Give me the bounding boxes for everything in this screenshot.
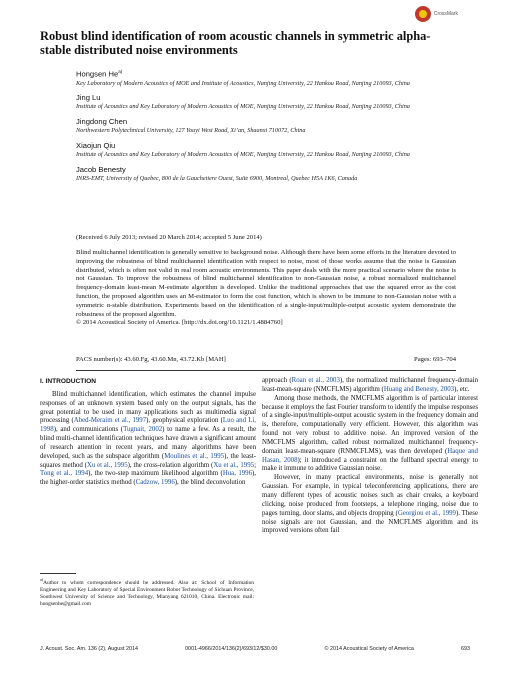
intro-paragraph-3: However, in many practical environments, noise is generally not Gaussian. For example, in typical teleconferencing applications, there are many different types of acoustic noises such as chair creaks, a keyboard clicking, noise produced from footsteps, a telephone ringing, noise due to pages turning, door slams, and objects dropping (Georgiou et al., 1999). These noise signals are not Gaussian, and the NMCFLMS algorithm and its improved versions often fail xyxy=(262,474,478,535)
footer-page-number: 693 xyxy=(460,646,470,652)
footer-society: © 2014 Acoustical Society of America xyxy=(324,646,414,652)
author-footnote xyxy=(40,576,254,608)
author-name: Jing Lu xyxy=(76,93,101,103)
footnote-mark: a) xyxy=(40,577,44,582)
intro-paragraph-1: Blind multichannel identification, which estimates the channel impulse responses of an unknown system based only on the output signals, has the great potential to be used in many applications such as multimedia signal processing (Abed-Meraim et al., 1997), geophysical exploration (Luo and Li, 1998), and communications (Tugnait, 2002) to name a few. As a result, the blind multi-channel identification techniques have drawn a significant amount of research attention in recent years, and many algorithms have been developed, such as the subspace algorithm (Moulines et al., 1995), the least-squares method (Xu et al., 1995), the cross-relation algorithm (Xu et al., 1995; Tong et al., 1994), the two-step maximum likelihood algorithm (Hua, 1996), the higher-order statistics method (Cadzow, 1996), the blind deconvolution xyxy=(40,390,257,487)
intro-paragraph-2: Among those methods, the NMCFLMS algorithm is of particular interest because it employs the fast Fourier transform to identify the impulse responses of a single-input/multiple-output acoustic system in the frequency domain and is, therefore, computationally very efficient. However, this algorithm was found not very robust to additive noise. An improved version of the NMCFLMS algorithm, called robust normalized multichannel frequency-domain least-mean-square (RNMCFLMS), was then developed (Haque and Hasan, 2008); it introduced a constraint on the fullband spectral energy to make it immune to additive Gaussian noise. xyxy=(262,394,478,473)
author-affiliation: Key Laboratory of Modern Acoustics of MOE and Institute of Acoustics, Nanjing University, 22 Hankou Road, Nanjing 210093, China xyxy=(76,79,410,87)
crossmark-badge[interactable] xyxy=(415,6,458,22)
pacs-line xyxy=(76,356,456,363)
citation-link[interactable]: Haque and Hasan, 2008 xyxy=(262,447,478,464)
author-affiliation: Northwestern Polytechnical University, 127 Youyi West Road, Xi’an, Shaanxi 710072, China xyxy=(76,127,306,135)
author-entry xyxy=(76,165,456,183)
author-affiliation: Institute of Acoustics and Key Laboratory of Modern Acoustics of MOE, Nanjing University, 22 Hankou Road, Nanjing 210093, China xyxy=(76,103,410,111)
citation-link[interactable]: Moulines et al., 1995 xyxy=(164,452,225,460)
pacs-numbers: PACS number(s): 43.60.Fg, 43.60.Mn, 43.72.Kb [MAH] xyxy=(76,356,226,363)
citation-link[interactable]: Georgiou et al., 1999 xyxy=(397,509,456,517)
right-column xyxy=(262,377,478,536)
paper-title: Robust blind identification of room acoustic channels in symmetric alpha-stable distributed noise environments xyxy=(40,29,431,57)
copyright-text: © 2014 Acoustical Society of America. xyxy=(76,319,181,327)
citation-link[interactable]: Abed-Meraim et al., 1997 xyxy=(73,417,147,425)
author-entry xyxy=(76,93,456,111)
citation-link[interactable]: Cadzow, 1996 xyxy=(135,479,175,487)
crossmark-label: CrossMark xyxy=(433,11,458,17)
author-name: Jingdong Chen xyxy=(76,117,128,127)
footer-issn: 0001-4966/2014/136(2)/693/12/$30.00 xyxy=(185,646,278,652)
author-name: Xiaojun Qiu xyxy=(76,140,116,150)
citation-link[interactable]: Hua, 1996 xyxy=(222,470,253,478)
citation-link[interactable]: Roan et al., 2003 xyxy=(291,377,340,384)
footer-journal: J. Acoust. Soc. Am. 136 (2), August 2014 xyxy=(40,646,138,652)
abstract-text: Blind multichannel identification is generally sensitive to background noise. Although there have been some efforts in the literature devoted to improving the robustness of blind multichannel identification with respect to noise, most of those works assume that the noise is Gaussian distributed, which is often not valid in real room acoustic environments. This paper deals with the more practical scenario where the noise is not Gaussian. To improve the robustness of blind multichannel identification to non-Gaussian noise, a robust normalized multichannel frequency-domain least-mean M-estimate algorithm is developed. Unlike the traditional approaches that use the squared error as the cost function, the proposed algorithm uses an M-estimator to form the cost function, which is shown to be immune to non-Gaussian noise with a symmetric α-stable distribution. Experiments based on the identification of a single-input/multiple-output acoustic system demonstrate the robustness of the proposed algorithm. xyxy=(76,249,456,318)
footnote-text: Author to whom correspondence should be addressed. Also at: School of Information Engineering and Key Laboratory of Special Environment Robot Technology of Sichuan Province, Southwest University of Science and Technology, Mianyang 621010, China. Electronic mail: hongsenhe@gmail.com xyxy=(40,579,254,607)
author-list xyxy=(76,67,456,189)
page-footer xyxy=(40,646,470,652)
author-name: Jacob Benesty xyxy=(76,164,126,174)
left-column xyxy=(40,374,256,488)
crossmark-icon xyxy=(415,6,431,22)
author-entry xyxy=(76,117,456,135)
doi-link[interactable]: [http://dx.doi.org/10.1121/1.4884760] xyxy=(181,319,283,327)
footnote-rule xyxy=(40,573,76,574)
copyright-line xyxy=(76,319,456,328)
author-mark: a) xyxy=(118,69,123,74)
author-entry xyxy=(76,67,456,88)
header-rule xyxy=(76,370,456,371)
section-heading: I. INTRODUCTION xyxy=(40,378,97,385)
author-entry xyxy=(76,141,456,159)
citation-link[interactable]: Xu et al., 1995 xyxy=(213,461,255,469)
received-dates: (Received 6 July 2013; revised 20 March 2014; accepted 5 June 2014) xyxy=(76,234,262,241)
abstract xyxy=(76,249,456,328)
author-affiliation: INRS-EMT, University of Quebec, 800 de la Gauchetiere Ouest, Suite 6900, Montreal, Quebec H5A 1K6, Canada xyxy=(76,174,358,182)
author-affiliation: Institute of Acoustics and Key Laboratory of Modern Acoustics of MOE, Nanjing University, 22 Hankou Road, Nanjing 210093, China xyxy=(76,150,410,158)
intro-paragraph-1-continued: approach (Roan et al., 2003), the normalized multichannel frequency-domain least-mean-square (NMCFLMS) algorithm (Huang and Benesty, 2003), etc. xyxy=(262,377,478,393)
author-name: Hongsen He$^{a)}$ xyxy=(76,69,123,79)
citation-link[interactable]: Tugnait, 2002 xyxy=(123,426,163,434)
page-range: Pages: 693–704 xyxy=(414,356,456,363)
citation-link[interactable]: Huang and Benesty, 2003 xyxy=(383,385,455,393)
citation-link[interactable]: Tong et al., 1994 xyxy=(40,470,89,478)
citation-link[interactable]: Xu et al., 1995 xyxy=(86,461,128,469)
citation-link[interactable]: Luo and Li, 1998 xyxy=(40,417,257,434)
